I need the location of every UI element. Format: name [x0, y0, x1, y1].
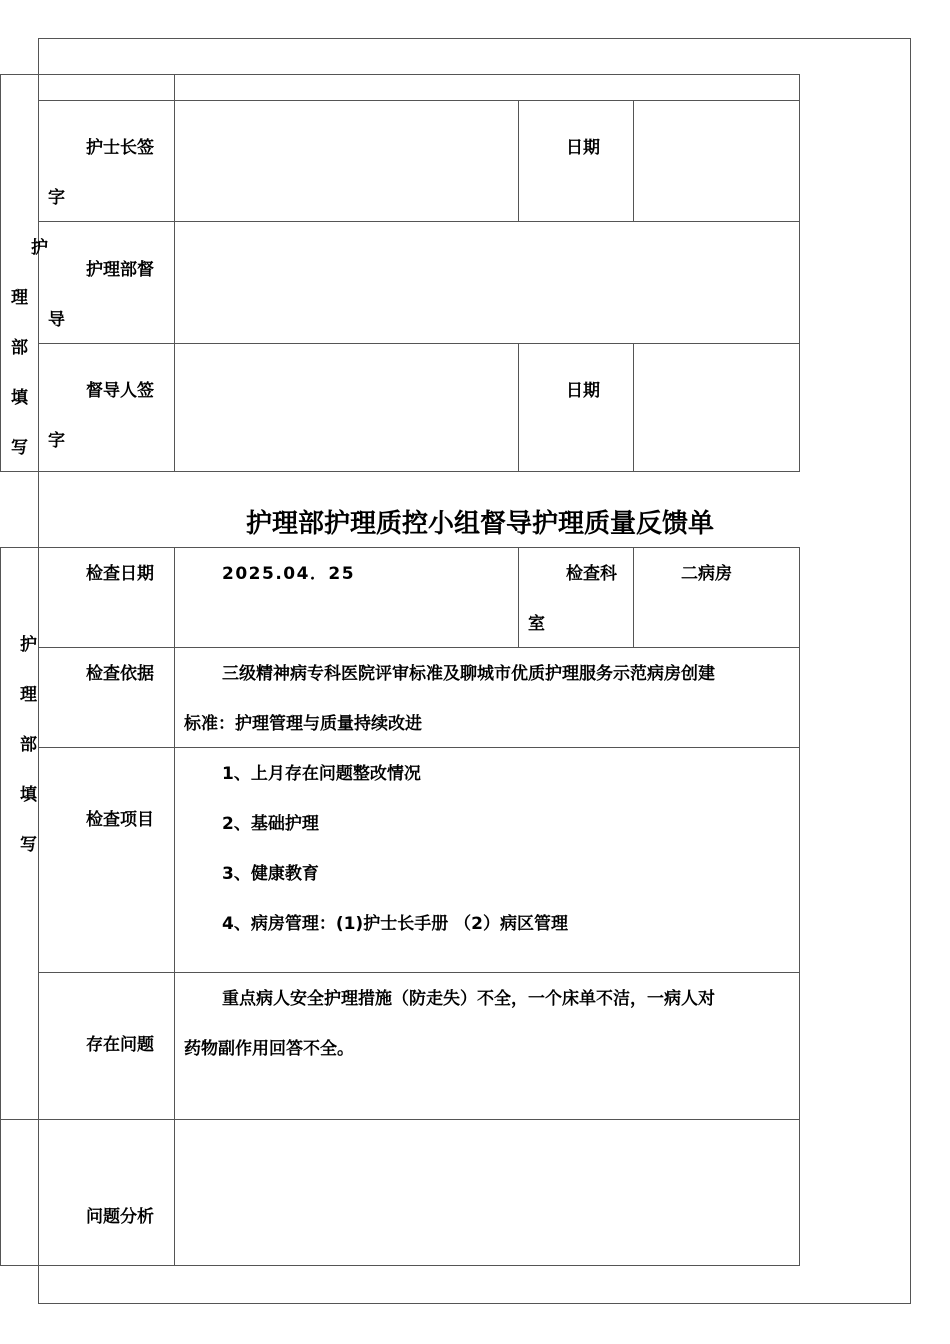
form-table-border	[633, 547, 634, 648]
check-item: 2、基础护理	[222, 814, 319, 834]
form-table-border	[38, 747, 800, 748]
check-item: 3、健康教育	[222, 864, 319, 884]
dept-supervision-label: 护理部督	[86, 260, 154, 280]
head-nurse-sign-label-cont: 字	[48, 188, 65, 208]
form-table-border	[38, 647, 800, 648]
side-label-char: 理	[20, 685, 37, 705]
check-dept-value: 二病房	[681, 564, 732, 584]
check-date-value: 2025.04．25	[222, 564, 356, 584]
form-table-border	[799, 547, 800, 1266]
basis-text-line: 三级精神病专科医院评审标准及聊城市优质护理服务示范病房创建	[222, 664, 715, 684]
side-label-char: 填	[11, 388, 28, 408]
analysis-label: 问题分析	[86, 1207, 154, 1227]
check-item: 4、病房管理：(1)护士长手册 （2）病区管理	[222, 914, 568, 934]
dept-supervision-label-cont: 导	[48, 310, 65, 330]
date-label: 日期	[566, 381, 600, 401]
items-label: 检查项目	[86, 810, 154, 830]
side-label-char: 护	[20, 635, 37, 655]
top-table-border	[38, 221, 800, 222]
top-table-border	[38, 343, 800, 344]
top-table-border	[0, 74, 1, 472]
date-label: 日期	[566, 138, 600, 158]
side-label-char: 写	[11, 438, 28, 458]
side-label-char: 写	[20, 835, 37, 855]
top-table-border	[799, 74, 800, 472]
problems-text-line: 药物副作用回答不全。	[184, 1039, 354, 1059]
problems-text-line: 重点病人安全护理措施（防走失）不全，一个床单不洁，一病人对	[222, 989, 715, 1009]
side-label-char: 理	[11, 288, 28, 308]
top-table-border	[38, 100, 800, 101]
top-table-border	[0, 74, 800, 75]
check-date-label: 检查日期	[86, 564, 154, 584]
top-table-border	[633, 343, 634, 472]
form-table-border	[0, 1119, 800, 1120]
top-table-border	[518, 100, 519, 222]
form-table-border	[518, 547, 519, 648]
page-title: 护理部护理质控小组督导护理质量反馈单	[246, 509, 715, 539]
top-table-border	[174, 74, 175, 472]
form-table-border	[0, 1265, 800, 1266]
side-label-char: 护	[31, 238, 48, 258]
supervisor-sign-label-cont: 字	[48, 431, 65, 451]
form-table-border	[0, 547, 800, 548]
top-table-border	[518, 343, 519, 472]
form-table-border	[174, 547, 175, 1266]
form-table-border	[38, 972, 800, 973]
check-dept-label-cont: 室	[528, 614, 545, 634]
form-table-border	[0, 547, 1, 1266]
problems-label: 存在问题	[86, 1035, 154, 1055]
supervisor-sign-label: 督导人签	[86, 381, 154, 401]
side-label-char: 部	[11, 338, 28, 358]
top-table-border	[0, 471, 800, 472]
basis-text-line: 标准：护理管理与质量持续改进	[184, 714, 422, 734]
side-label-char: 填	[20, 785, 37, 805]
top-table-border	[633, 100, 634, 222]
side-label-char: 部	[20, 735, 37, 755]
basis-label: 检查依据	[86, 664, 154, 684]
check-dept-label: 检查科	[566, 564, 617, 584]
check-item: 1、上月存在问题整改情况	[222, 764, 421, 784]
head-nurse-sign-label: 护士长签	[86, 138, 154, 158]
